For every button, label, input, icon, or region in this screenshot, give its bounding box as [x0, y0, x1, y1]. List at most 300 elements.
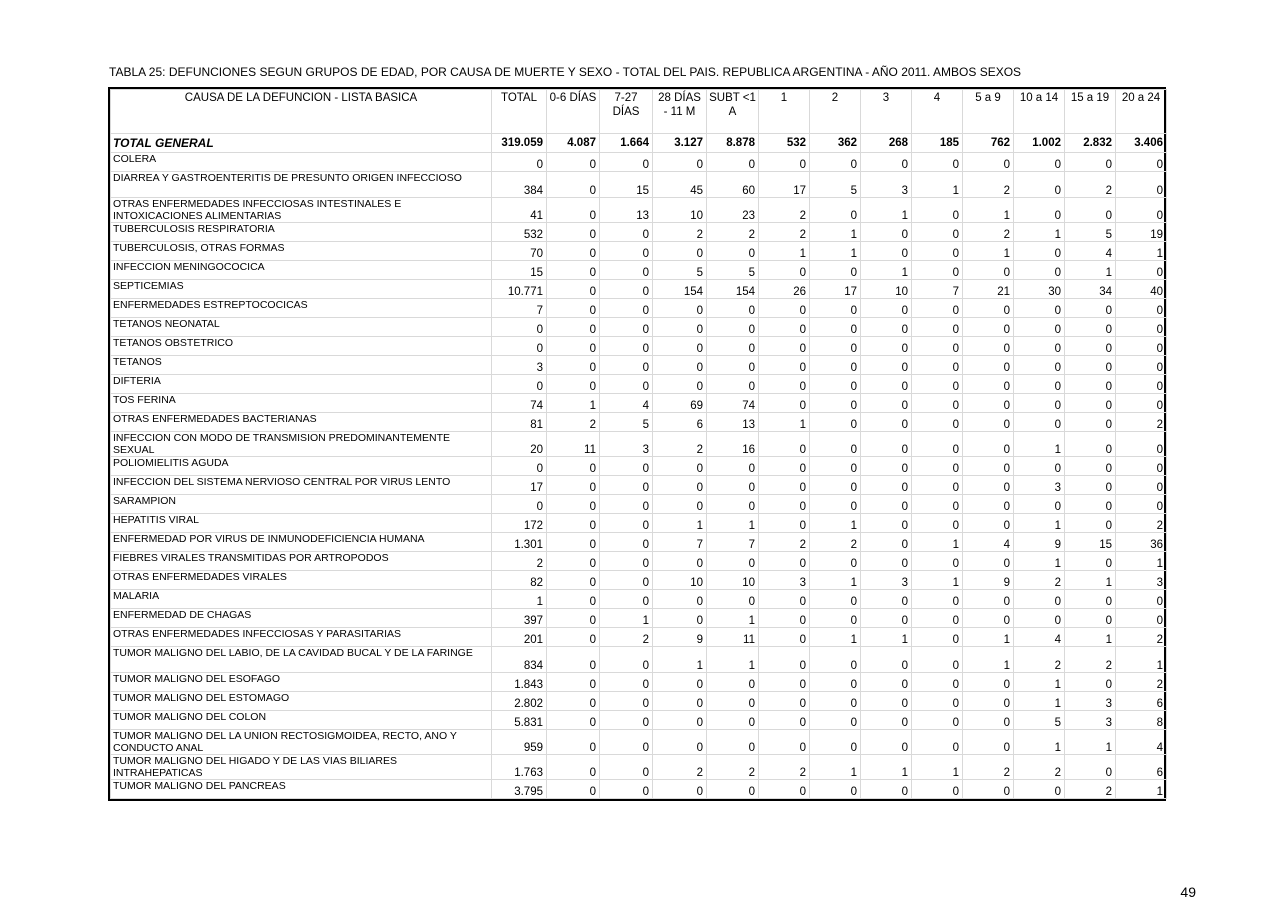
table-row [111, 552, 1167, 571]
table-row [111, 337, 1167, 356]
table-row [111, 318, 1167, 337]
value-cell: 0 [1116, 172, 1167, 198]
value-cell: 1 [653, 514, 707, 533]
table-row [111, 647, 1167, 673]
cause-cell: MALARIA [111, 590, 492, 609]
value-cell: 0 [861, 692, 912, 711]
value-cell: 0 [707, 590, 759, 609]
value-cell: 1 [810, 514, 861, 533]
value-cell: 0 [600, 673, 653, 692]
value-cell: 13 [707, 413, 759, 432]
value-cell: 0 [707, 318, 759, 337]
value-cell: 26 [759, 280, 810, 299]
value-cell: 21 [963, 280, 1014, 299]
value-cell: 0 [653, 337, 707, 356]
value-cell: 0 [810, 609, 861, 628]
value-cell: 0 [912, 198, 963, 223]
value-cell: 0 [1116, 356, 1167, 375]
value-cell: 1 [810, 755, 861, 780]
value-cell: 0 [547, 153, 600, 172]
value-cell: 0 [547, 628, 600, 647]
value-cell: 10 [861, 280, 912, 299]
value-cell: 0 [759, 552, 810, 571]
value-cell: 0 [1116, 299, 1167, 318]
value-cell: 0 [1065, 413, 1116, 432]
value-cell: 0 [759, 299, 810, 318]
value-cell: 0 [1014, 356, 1065, 375]
value-cell: 3.795 [492, 780, 547, 799]
header-col-9: 4 [912, 90, 963, 134]
value-cell: 9 [1014, 533, 1065, 552]
value-cell: 0 [1116, 153, 1167, 172]
value-cell: 0 [810, 780, 861, 799]
value-cell: 60 [707, 172, 759, 198]
table-row [111, 299, 1167, 318]
value-cell: 0 [653, 711, 707, 730]
value-cell: 2 [653, 432, 707, 457]
value-cell: 0 [653, 780, 707, 799]
value-cell: 1 [759, 413, 810, 432]
value-cell: 0 [600, 552, 653, 571]
value-cell: 17 [759, 172, 810, 198]
value-cell: 19 [1116, 223, 1167, 242]
value-cell: 3 [759, 571, 810, 590]
value-cell: 268 [861, 134, 912, 153]
value-cell: 20 [492, 432, 547, 457]
value-cell: 0 [810, 356, 861, 375]
value-cell: 0 [810, 413, 861, 432]
value-cell: 5 [1065, 223, 1116, 242]
value-cell: 0 [547, 647, 600, 673]
table-row [111, 356, 1167, 375]
value-cell: 0 [492, 337, 547, 356]
value-cell: 0 [912, 413, 963, 432]
mortality-table-frame [108, 87, 1166, 801]
value-cell: 0 [707, 457, 759, 476]
value-cell: 0 [653, 476, 707, 495]
value-cell: 0 [912, 495, 963, 514]
value-cell: 1 [963, 647, 1014, 673]
value-cell: 3 [1014, 476, 1065, 495]
mortality-table [110, 89, 1167, 799]
value-cell: 0 [1014, 198, 1065, 223]
value-cell: 0 [707, 375, 759, 394]
cause-cell: TOTAL GENERAL [111, 134, 492, 153]
value-cell: 1 [861, 261, 912, 280]
value-cell: 2 [810, 533, 861, 552]
table-row [111, 711, 1167, 730]
value-cell: 0 [912, 356, 963, 375]
value-cell: 0 [600, 711, 653, 730]
value-cell: 0 [759, 375, 810, 394]
value-cell: 0 [810, 692, 861, 711]
value-cell: 0 [1014, 153, 1065, 172]
value-cell: 0 [547, 673, 600, 692]
cause-cell: TOS FERINA [111, 394, 492, 413]
value-cell: 1 [759, 242, 810, 261]
value-cell: 0 [1065, 609, 1116, 628]
value-cell: 1 [1014, 432, 1065, 457]
value-cell: 0 [653, 457, 707, 476]
value-cell: 2 [1014, 571, 1065, 590]
value-cell: 0 [707, 299, 759, 318]
table-row [111, 457, 1167, 476]
value-cell: 397 [492, 609, 547, 628]
value-cell: 2.832 [1065, 134, 1116, 153]
value-cell: 0 [861, 673, 912, 692]
value-cell: 0 [912, 242, 963, 261]
value-cell: 4 [963, 533, 1014, 552]
value-cell: 0 [1065, 394, 1116, 413]
value-cell: 1 [492, 590, 547, 609]
value-cell: 0 [1065, 337, 1116, 356]
value-cell: 0 [810, 261, 861, 280]
value-cell: 0 [861, 647, 912, 673]
value-cell: 0 [861, 552, 912, 571]
value-cell: 1 [653, 647, 707, 673]
value-cell: 2 [759, 198, 810, 223]
value-cell: 0 [963, 299, 1014, 318]
value-cell: 36 [1116, 533, 1167, 552]
value-cell: 74 [707, 394, 759, 413]
value-cell: 0 [1014, 495, 1065, 514]
value-cell: 0 [1065, 476, 1116, 495]
cause-cell: HEPATITIS VIRAL [111, 514, 492, 533]
table-row [111, 223, 1167, 242]
value-cell: 0 [963, 318, 1014, 337]
value-cell: 0 [759, 628, 810, 647]
value-cell: 17 [492, 476, 547, 495]
header-col-5: SUBT <1 A [707, 90, 759, 134]
value-cell: 0 [861, 394, 912, 413]
value-cell: 5 [810, 172, 861, 198]
value-cell: 70 [492, 242, 547, 261]
value-cell: 0 [600, 299, 653, 318]
value-cell: 3 [861, 172, 912, 198]
value-cell: 0 [912, 609, 963, 628]
value-cell: 1 [810, 223, 861, 242]
page-number: 49 [1180, 884, 1196, 900]
value-cell: 0 [861, 223, 912, 242]
value-cell: 0 [1014, 337, 1065, 356]
value-cell: 0 [912, 299, 963, 318]
value-cell: 0 [1116, 476, 1167, 495]
value-cell: 0 [861, 432, 912, 457]
value-cell: 9 [653, 628, 707, 647]
value-cell: 0 [810, 394, 861, 413]
value-cell: 41 [492, 198, 547, 223]
value-cell: 0 [547, 356, 600, 375]
value-cell: 0 [810, 647, 861, 673]
cause-cell: ENFERMEDAD POR VIRUS DE INMUNODEFICIENCIA HUMANA [111, 533, 492, 552]
value-cell: 8 [1116, 711, 1167, 730]
value-cell: 0 [963, 153, 1014, 172]
cause-cell: FIEBRES VIRALES TRANSMITIDAS POR ARTROPODOS [111, 552, 492, 571]
table-row [111, 755, 1167, 780]
value-cell: 0 [963, 394, 1014, 413]
value-cell: 959 [492, 730, 547, 755]
value-cell: 0 [547, 375, 600, 394]
value-cell: 1 [963, 628, 1014, 647]
value-cell: 1 [1116, 780, 1167, 799]
header-col-1: TOTAL [492, 90, 547, 134]
value-cell: 0 [759, 318, 810, 337]
value-cell: 0 [759, 394, 810, 413]
value-cell: 0 [600, 356, 653, 375]
value-cell: 0 [653, 730, 707, 755]
header-col-12: 15 a 19 [1065, 90, 1116, 134]
value-cell: 0 [547, 711, 600, 730]
value-cell: 0 [547, 318, 600, 337]
value-cell: 0 [653, 356, 707, 375]
header-cause: CAUSA DE LA DEFUNCION - LISTA BASICA [111, 90, 492, 134]
value-cell: 6 [1116, 692, 1167, 711]
value-cell: 1 [600, 609, 653, 628]
value-cell: 0 [1065, 590, 1116, 609]
value-cell: 0 [653, 673, 707, 692]
table-row [111, 394, 1167, 413]
value-cell: 1.002 [1014, 134, 1065, 153]
value-cell: 3 [600, 432, 653, 457]
value-cell: 0 [707, 711, 759, 730]
value-cell: 0 [861, 476, 912, 495]
value-cell: 0 [707, 673, 759, 692]
value-cell: 0 [759, 432, 810, 457]
value-cell: 0 [600, 457, 653, 476]
value-cell: 1 [1014, 223, 1065, 242]
value-cell: 0 [810, 337, 861, 356]
value-cell: 5 [1014, 711, 1065, 730]
table-row [111, 198, 1167, 223]
value-cell: 0 [547, 571, 600, 590]
value-cell: 0 [547, 780, 600, 799]
header-col-10: 5 a 9 [963, 90, 1014, 134]
value-cell: 0 [861, 242, 912, 261]
value-cell: 0 [547, 299, 600, 318]
value-cell: 4 [1065, 242, 1116, 261]
value-cell: 0 [810, 375, 861, 394]
value-cell: 0 [963, 552, 1014, 571]
value-cell: 7 [492, 299, 547, 318]
value-cell: 1.843 [492, 673, 547, 692]
value-cell: 0 [861, 533, 912, 552]
value-cell: 0 [963, 514, 1014, 533]
value-cell: 1 [1065, 571, 1116, 590]
value-cell: 0 [1065, 318, 1116, 337]
value-cell: 0 [1065, 514, 1116, 533]
value-cell: 762 [963, 134, 1014, 153]
value-cell: 3 [861, 571, 912, 590]
value-cell: 0 [547, 476, 600, 495]
value-cell: 0 [963, 495, 1014, 514]
value-cell: 0 [912, 647, 963, 673]
value-cell: 0 [861, 356, 912, 375]
value-cell: 1 [861, 198, 912, 223]
value-cell: 0 [492, 375, 547, 394]
header-col-2: 0-6 DÍAS [547, 90, 600, 134]
value-cell: 1 [912, 571, 963, 590]
value-cell: 2 [1065, 780, 1116, 799]
value-cell: 0 [600, 280, 653, 299]
value-cell: 2 [600, 628, 653, 647]
value-cell: 0 [861, 590, 912, 609]
value-cell: 0 [1014, 242, 1065, 261]
value-cell: 0 [492, 495, 547, 514]
cause-cell: COLERA [111, 153, 492, 172]
value-cell: 1 [810, 242, 861, 261]
value-cell: 0 [963, 609, 1014, 628]
table-row [111, 590, 1167, 609]
value-cell: 0 [492, 457, 547, 476]
value-cell: 1 [963, 242, 1014, 261]
value-cell: 0 [1116, 318, 1167, 337]
value-cell: 0 [759, 153, 810, 172]
value-cell: 1 [1065, 628, 1116, 647]
value-cell: 0 [653, 590, 707, 609]
value-cell: 1 [707, 514, 759, 533]
cause-cell: OTRAS ENFERMEDADES INFECCIOSAS INTESTINALES E INTOXICACIONES ALIMENTARIAS [111, 198, 492, 223]
value-cell: 3 [1065, 711, 1116, 730]
value-cell: 0 [653, 153, 707, 172]
cause-cell: SEPTICEMIAS [111, 280, 492, 299]
value-cell: 0 [810, 153, 861, 172]
value-cell: 0 [861, 609, 912, 628]
value-cell: 0 [759, 647, 810, 673]
value-cell: 1 [1014, 673, 1065, 692]
value-cell: 0 [1065, 673, 1116, 692]
value-cell: 0 [912, 432, 963, 457]
value-cell: 0 [810, 318, 861, 337]
value-cell: 10 [653, 571, 707, 590]
value-cell: 74 [492, 394, 547, 413]
value-cell: 172 [492, 514, 547, 533]
value-cell: 0 [600, 476, 653, 495]
value-cell: 0 [600, 755, 653, 780]
value-cell: 1 [912, 172, 963, 198]
value-cell: 0 [912, 394, 963, 413]
value-cell: 2 [759, 533, 810, 552]
value-cell: 0 [1065, 153, 1116, 172]
table-row [111, 172, 1167, 198]
value-cell: 0 [600, 495, 653, 514]
table-row [111, 628, 1167, 647]
value-cell: 2 [759, 755, 810, 780]
value-cell: 0 [912, 337, 963, 356]
value-cell: 0 [861, 514, 912, 533]
value-cell: 0 [912, 457, 963, 476]
value-cell: 0 [547, 514, 600, 533]
value-cell: 0 [1014, 261, 1065, 280]
value-cell: 1 [810, 571, 861, 590]
value-cell: 0 [861, 711, 912, 730]
value-cell: 0 [861, 375, 912, 394]
value-cell: 2 [1065, 172, 1116, 198]
cause-cell: DIARREA Y GASTROENTERITIS DE PRESUNTO ORIGEN INFECCIOSO [111, 172, 492, 198]
value-cell: 0 [912, 375, 963, 394]
value-cell: 0 [1014, 457, 1065, 476]
value-cell: 0 [912, 261, 963, 280]
value-cell: 0 [600, 375, 653, 394]
cause-cell: TUMOR MALIGNO DEL HIGADO Y DE LAS VIAS BILIARES INTRAHEPATICAS [111, 755, 492, 780]
value-cell: 0 [653, 299, 707, 318]
value-cell: 0 [1116, 198, 1167, 223]
value-cell: 1 [1116, 647, 1167, 673]
value-cell: 0 [653, 375, 707, 394]
value-cell: 2 [1116, 673, 1167, 692]
table-row [111, 261, 1167, 280]
value-cell: 7 [653, 533, 707, 552]
value-cell: 0 [600, 692, 653, 711]
value-cell: 0 [1116, 590, 1167, 609]
value-cell: 834 [492, 647, 547, 673]
value-cell: 0 [600, 590, 653, 609]
value-cell: 0 [759, 476, 810, 495]
value-cell: 0 [1065, 299, 1116, 318]
header-col-4: 28 DÍAS - 11 M [653, 90, 707, 134]
value-cell: 0 [1014, 299, 1065, 318]
value-cell: 0 [963, 413, 1014, 432]
header-col-7: 2 [810, 90, 861, 134]
value-cell: 10.771 [492, 280, 547, 299]
cause-cell: DIFTERIA [111, 375, 492, 394]
value-cell: 0 [707, 780, 759, 799]
cause-cell: TUMOR MALIGNO DEL LABIO, DE LA CAVIDAD BUCAL Y DE LA FARINGE [111, 647, 492, 673]
value-cell: 0 [963, 780, 1014, 799]
value-cell: 40 [1116, 280, 1167, 299]
table-row [111, 673, 1167, 692]
value-cell: 0 [1116, 457, 1167, 476]
table-row [111, 413, 1167, 432]
cause-cell: TUBERCULOSIS RESPIRATORIA [111, 223, 492, 242]
value-cell: 1 [861, 755, 912, 780]
value-cell: 11 [547, 432, 600, 457]
value-cell: 0 [861, 153, 912, 172]
value-cell: 0 [1116, 375, 1167, 394]
value-cell: 2 [653, 223, 707, 242]
value-cell: 3.127 [653, 134, 707, 153]
value-cell: 1 [1116, 242, 1167, 261]
value-cell: 0 [861, 337, 912, 356]
value-cell: 0 [707, 337, 759, 356]
table-row [111, 533, 1167, 552]
cause-cell: OTRAS ENFERMEDADES VIRALES [111, 571, 492, 590]
value-cell: 6 [653, 413, 707, 432]
value-cell: 3 [1065, 692, 1116, 711]
value-cell: 0 [1116, 394, 1167, 413]
value-cell: 0 [1065, 356, 1116, 375]
header-col-11: 10 a 14 [1014, 90, 1065, 134]
table-row [111, 514, 1167, 533]
cause-cell: ENFERMEDAD DE CHAGAS [111, 609, 492, 628]
value-cell: 1 [1014, 730, 1065, 755]
value-cell: 9 [963, 571, 1014, 590]
value-cell: 0 [759, 495, 810, 514]
value-cell: 0 [1065, 755, 1116, 780]
value-cell: 0 [653, 318, 707, 337]
value-cell: 2 [707, 223, 759, 242]
value-cell: 0 [1065, 198, 1116, 223]
value-cell: 0 [600, 318, 653, 337]
value-cell: 69 [653, 394, 707, 413]
value-cell: 0 [707, 153, 759, 172]
value-cell: 0 [707, 356, 759, 375]
value-cell: 2 [963, 172, 1014, 198]
value-cell: 0 [707, 730, 759, 755]
value-cell: 0 [963, 432, 1014, 457]
cause-cell: TUMOR MALIGNO DEL PANCREAS [111, 780, 492, 799]
value-cell: 0 [963, 375, 1014, 394]
value-cell: 0 [547, 730, 600, 755]
